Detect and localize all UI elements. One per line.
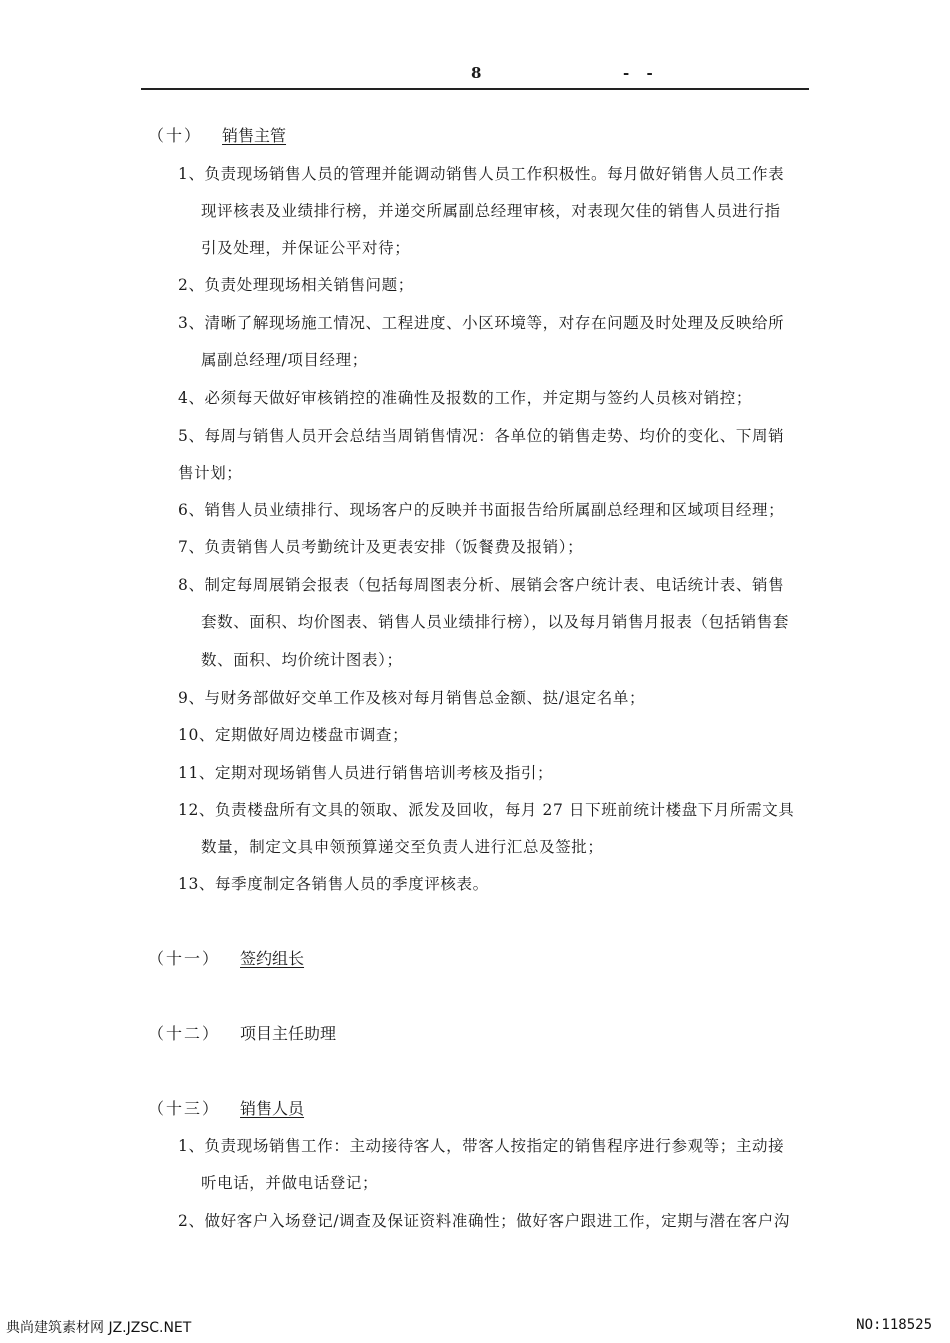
page-header xyxy=(141,62,809,90)
paragraph-line: 2、负责处理现场相关销售问题； xyxy=(178,276,414,294)
paragraph-line: 属副总经理/项目经理； xyxy=(201,351,368,369)
paragraph-line: 售计划； xyxy=(178,464,243,482)
footer-site: 典尚建筑素材网 JZ.JZSC.NET xyxy=(6,1320,192,1336)
paragraph-line: 1、负责现场销售人员的管理并能调动销售人员工作积极性。每月做好销售人员工作表 xyxy=(178,165,785,183)
section-title: 销售主管 xyxy=(222,126,287,145)
paragraph-line: 套数、面积、均价图表、销售人员业绩排行榜），以及每月销售月报表（包括销售套 xyxy=(201,613,789,631)
paragraph-line: 4、必须每天做好审核销控的准确性及报数的工作，并定期与签约人员核对销控； xyxy=(178,389,752,407)
paragraph-line: 2、做好客户入场登记/调查及保证资料准确性；做好客户跟进工作，定期与潜在客户沟 xyxy=(178,1212,790,1230)
section-heading-10 xyxy=(148,123,286,146)
paragraph-line: 6、销售人员业绩排行、现场客户的反映并书面报告给所属副总经理和区域项目经理； xyxy=(178,501,785,519)
paragraph-line: 9、与财务部做好交单工作及核对每月销售总金额、挞/退定名单； xyxy=(178,689,646,707)
section-number: （十） xyxy=(148,126,203,145)
section-heading-13 xyxy=(148,1096,304,1119)
section-heading-11 xyxy=(148,946,304,969)
page-dashes: - - xyxy=(623,64,659,82)
paragraph-line: 7、负责销售人员考勤统计及更表安排（饭餐费及报销）； xyxy=(178,538,584,556)
paragraph-line: 10、定期做好周边楼盘市调查； xyxy=(178,726,409,744)
section-title: 项目主任助理 xyxy=(240,1024,337,1043)
paragraph-line: 13、每季度制定各销售人员的季度评核表。 xyxy=(178,875,489,893)
paragraph-line: 数量，制定文具申领预算递交至负责人进行汇总及签批； xyxy=(201,838,604,856)
section-number: （十一） xyxy=(148,949,221,968)
paragraph-line: 1、负责现场销售工作：主动接待客人，带客人按指定的销售程序进行参观等；主动接 xyxy=(178,1137,785,1155)
paragraph-line: 11、定期对现场销售人员进行销售培训考核及指引； xyxy=(178,764,554,782)
section-heading-12 xyxy=(148,1021,336,1044)
paragraph-line: 听电话，并做电话登记； xyxy=(201,1174,379,1192)
paragraph-line: 引及处理，并保证公平对待； xyxy=(201,239,411,257)
paragraph-line: 3、清晰了解现场施工情况、工程进度、小区环境等，对存在问题及时处理及反映给所 xyxy=(178,314,785,332)
paragraph-line: 8、制定每周展销会报表（包括每周图表分析、展销会客户统计表、电话统计表、销售 xyxy=(178,576,785,594)
page-number: 8 xyxy=(471,64,482,82)
paragraph-line: 5、每周与销售人员开会总结当周销售情况：各单位的销售走势、均价的变化、下周销 xyxy=(178,427,785,445)
paragraph-line: 12、负责楼盘所有文具的领取、派发及回收，每月 27 日下班前统计楼盘下月所需文具 xyxy=(178,801,795,819)
paragraph-line: 现评核表及业绩排行榜，并递交所属副总经理审核，对表现欠佳的销售人员进行指 xyxy=(201,202,781,220)
section-number: （十三） xyxy=(148,1099,221,1118)
paragraph-line: 数、面积、均价统计图表）； xyxy=(201,651,403,669)
section-title: 签约组长 xyxy=(240,949,305,968)
footer-doc-number: NO:118525 xyxy=(856,1317,932,1333)
section-title: 销售人员 xyxy=(240,1099,305,1118)
section-number: （十二） xyxy=(148,1024,221,1043)
